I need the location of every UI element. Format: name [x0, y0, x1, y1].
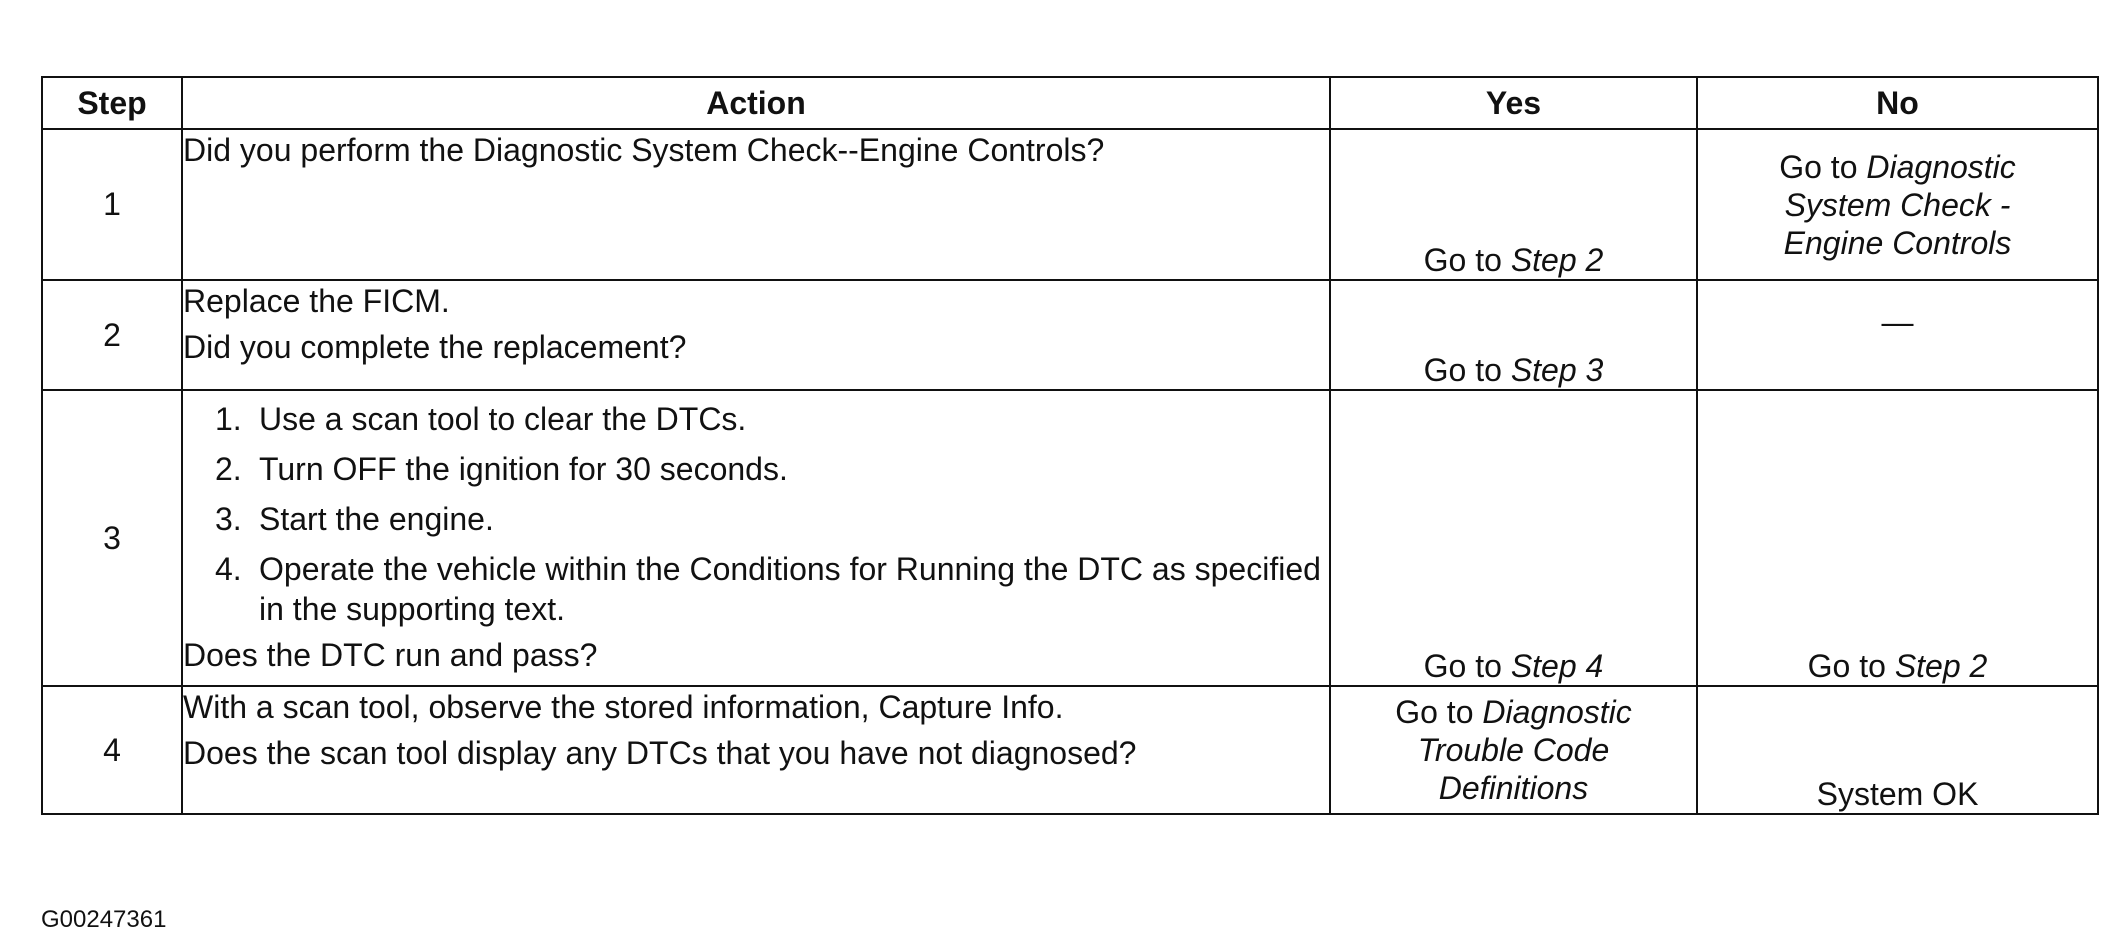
substep — [183, 499, 1329, 539]
yes-cell — [1330, 686, 1697, 814]
header-action: Action — [182, 77, 1330, 129]
substep — [183, 549, 1329, 629]
yes-cell — [1330, 390, 1697, 686]
figure-id: G00247361 — [41, 906, 167, 933]
no-cell — [1697, 686, 2098, 814]
yes-target-line3: Definitions — [1438, 770, 1589, 806]
yes-prefix: Go to — [1423, 242, 1502, 278]
yes-prefix: Go to — [1423, 352, 1502, 388]
yes-target-line1: Diagnostic — [1482, 694, 1632, 730]
substep-text: Turn OFF the ignition for 30 seconds. — [259, 451, 788, 487]
substep-text: Start the engine. — [259, 501, 494, 537]
action-instruction: With a scan tool, observe the stored information, Capture Info. — [183, 689, 1064, 725]
substep-number: 4. — [215, 551, 242, 587]
action-question: Did you perform the Diagnostic System Check--Engine Controls? — [183, 132, 1105, 168]
table-row — [42, 686, 2098, 814]
no-dash: — — [1881, 304, 1914, 340]
no-target-line3: Engine Controls — [1783, 224, 2012, 261]
table-row — [42, 129, 2098, 280]
substep-number: 2. — [215, 451, 242, 487]
yes-target: Step 2 — [1510, 242, 1604, 278]
yes-prefix: Go to — [1423, 648, 1502, 684]
step-number: 3 — [42, 390, 182, 686]
no-target-line2: System Check - — [1784, 186, 2011, 223]
table-header-row — [42, 77, 2098, 129]
action-cell — [182, 390, 1330, 686]
step-number: 1 — [42, 129, 182, 280]
action-instruction: Replace the FICM. — [183, 283, 450, 319]
substep-text: Operate the vehicle within the Conditions for Running the DTC as specified in the supporting text. — [259, 551, 1321, 627]
no-cell — [1697, 280, 2098, 390]
no-prefix: Go to — [1807, 648, 1886, 684]
substep-text: Use a scan tool to clear the DTCs. — [259, 401, 747, 437]
action-question: Does the scan tool display any DTCs that you have not diagnosed? — [183, 735, 1137, 771]
diagnostic-sheet — [41, 76, 2099, 933]
substep-number: 3. — [215, 501, 242, 537]
action-question: Does the DTC run and pass? — [183, 637, 598, 673]
substep-number: 1. — [215, 401, 242, 437]
action-cell — [182, 686, 1330, 814]
no-target-line1: Diagnostic — [1866, 148, 2016, 185]
yes-cell — [1330, 129, 1697, 280]
yes-target-line2: Trouble Code — [1417, 732, 1610, 768]
step-number: 2 — [42, 280, 182, 390]
action-question: Did you complete the replacement? — [183, 329, 687, 365]
no-cell — [1697, 129, 2098, 280]
table-row — [42, 390, 2098, 686]
table-row — [42, 280, 2098, 390]
header-no: No — [1697, 77, 2098, 129]
header-yes: Yes — [1330, 77, 1697, 129]
substep — [183, 449, 1329, 489]
diagnostic-table — [41, 76, 2099, 815]
header-step: Step — [42, 77, 182, 129]
yes-target: Step 3 — [1510, 352, 1604, 388]
action-cell — [182, 129, 1330, 280]
yes-cell — [1330, 280, 1697, 390]
no-result: System OK — [1816, 776, 1979, 812]
yes-prefix: Go to — [1395, 694, 1474, 730]
yes-target: Step 4 — [1510, 648, 1604, 684]
no-prefix: Go to — [1779, 148, 1858, 185]
no-target: Step 2 — [1894, 648, 1988, 684]
no-cell — [1697, 390, 2098, 686]
substep — [183, 399, 1329, 439]
action-cell — [182, 280, 1330, 390]
step-number: 4 — [42, 686, 182, 814]
